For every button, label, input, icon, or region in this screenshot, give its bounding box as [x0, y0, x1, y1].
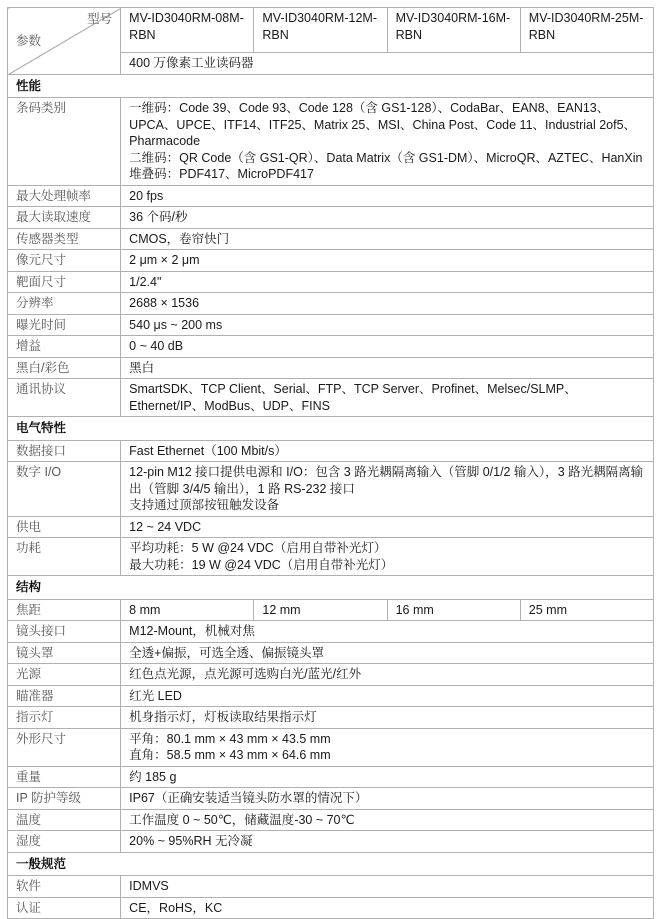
spec-label: 焦距 [8, 599, 121, 621]
spec-row [8, 228, 654, 250]
spec-label: 条码类别 [8, 98, 121, 186]
spec-row [8, 621, 654, 643]
spec-row [8, 831, 654, 853]
model-name-1: MV-ID3040RM-08M-RBN [121, 8, 254, 53]
product-subtitle: 400 万像素工业读码器 [121, 53, 654, 75]
spec-row [8, 809, 654, 831]
corner-cell [8, 8, 121, 75]
spec-label: 重量 [8, 766, 121, 788]
spec-label: 数字 I/O [8, 462, 121, 517]
spec-row [8, 766, 654, 788]
spec-label: 湿度 [8, 831, 121, 853]
model-name-3: MV-ID3040RM-16M-RBN [387, 8, 520, 53]
spec-label: 光源 [8, 664, 121, 686]
spec-label: 镜头罩 [8, 642, 121, 664]
spec-value: CE，RoHS，KC [121, 897, 654, 919]
spec-row [8, 314, 654, 336]
focal-length-1: 8 mm [121, 599, 254, 621]
spec-label: 通讯协议 [8, 379, 121, 417]
spec-value-line: 二维码：QR Code（含 GS1-QR）、Data Matrix（含 GS1-DM）、MicroQR、AZTEC、HanXin [129, 150, 643, 165]
spec-label: IP 防护等级 [8, 788, 121, 810]
spec-value: 全透+偏振，可选全透、偏振镜头罩 [121, 642, 654, 664]
spec-label: 瞄准器 [8, 685, 121, 707]
spec-row [8, 250, 654, 272]
spec-value: 1/2.4" [121, 271, 654, 293]
spec-row [8, 98, 654, 186]
spec-value: CMOS，卷帘快门 [121, 228, 654, 250]
model-name-4: MV-ID3040RM-25M-RBN [520, 8, 653, 53]
focal-length-3: 16 mm [387, 599, 520, 621]
section-header-row [8, 417, 654, 441]
spec-label: 指示灯 [8, 707, 121, 729]
spec-value-line: 支持通过顶部按钮触发设备 [129, 498, 280, 512]
spec-label: 曝光时间 [8, 314, 121, 336]
spec-row [8, 379, 654, 417]
spec-row [8, 728, 654, 766]
section-title-structure: 结构 [8, 576, 654, 600]
spec-row [8, 293, 654, 315]
spec-row [8, 788, 654, 810]
spec-row [8, 207, 654, 229]
spec-row [8, 897, 654, 919]
spec-value-line: 直角：58.5 mm × 43 mm × 64.6 mm [129, 748, 331, 762]
spec-row [8, 599, 654, 621]
spec-value: 0 ~ 40 dB [121, 336, 654, 358]
spec-row [8, 642, 654, 664]
spec-value: IDMVS [121, 876, 654, 898]
spec-value: Fast Ethernet（100 Mbit/s） [121, 440, 654, 462]
corner-label-param: 参数 [16, 34, 42, 48]
spec-value-line: 平角：80.1 mm × 43 mm × 43.5 mm [129, 731, 331, 746]
section-title-electrical: 电气特性 [8, 417, 654, 441]
spec-value [121, 538, 654, 576]
spec-label: 数据接口 [8, 440, 121, 462]
spec-row [8, 185, 654, 207]
spec-label: 靶面尺寸 [8, 271, 121, 293]
spec-label: 分辨率 [8, 293, 121, 315]
spec-value: 红光 LED [121, 685, 654, 707]
spec-value: 机身指示灯，灯板读取结果指示灯 [121, 707, 654, 729]
section-title-general: 一般规范 [8, 852, 654, 876]
spec-table [7, 7, 654, 919]
spec-value-line: 一维码：Code 39、Code 93、Code 128（含 GS1-128）、CodaBar、EAN8、EAN13、UPCA、UPCE、ITF14、ITF25、Matrix 25、MSI、China Post、Code 11、Industrial 2of5、Pharmacode [129, 101, 637, 148]
spec-value: 约 185 g [121, 766, 654, 788]
spec-label: 最大处理帧率 [8, 185, 121, 207]
spec-label: 认证 [8, 897, 121, 919]
section-header-row [8, 852, 654, 876]
spec-label: 最大读取速度 [8, 207, 121, 229]
spec-value [121, 98, 654, 186]
spec-row [8, 271, 654, 293]
section-header-row [8, 74, 654, 98]
section-title-performance: 性能 [8, 74, 654, 98]
spec-value: 黑白 [121, 357, 654, 379]
spec-row [8, 664, 654, 686]
spec-label: 功耗 [8, 538, 121, 576]
focal-length-4: 25 mm [520, 599, 653, 621]
spec-value: M12-Mount，机械对焦 [121, 621, 654, 643]
spec-row [8, 336, 654, 358]
spec-row [8, 440, 654, 462]
spec-label: 像元尺寸 [8, 250, 121, 272]
spec-label: 软件 [8, 876, 121, 898]
spec-label: 传感器类型 [8, 228, 121, 250]
spec-row [8, 707, 654, 729]
spec-label: 外形尺寸 [8, 728, 121, 766]
spec-value-line: 平均功耗：5 W @24 VDC（启用自带补光灯） [129, 541, 387, 555]
spec-label: 增益 [8, 336, 121, 358]
spec-value: 36 个码/秒 [121, 207, 654, 229]
spec-value: 2688 × 1536 [121, 293, 654, 315]
spec-row [8, 685, 654, 707]
spec-value: 20 fps [121, 185, 654, 207]
spec-value: 540 μs ~ 200 ms [121, 314, 654, 336]
spec-row [8, 462, 654, 517]
spec-value [121, 728, 654, 766]
spec-row [8, 357, 654, 379]
spec-value-line: 12-pin M12 接口提供电源和 I/O：包含 3 路光耦隔离输入（管脚 0/1/2 输入），3 路光耦隔离输出（管脚 3/4/5 输出），1 路 RS-232 接口 [129, 465, 644, 496]
section-header-row [8, 576, 654, 600]
table-header-row [8, 8, 654, 53]
spec-value: 12 ~ 24 VDC [121, 516, 654, 538]
spec-value: 红色点光源，点光源可选购白光/蓝光/红外 [121, 664, 654, 686]
spec-value [121, 462, 654, 517]
spec-row [8, 516, 654, 538]
model-name-2: MV-ID3040RM-12M-RBN [254, 8, 387, 53]
spec-label: 镜头接口 [8, 621, 121, 643]
corner-label-model: 型号 [87, 12, 113, 26]
spec-row [8, 538, 654, 576]
spec-value: IP67（正确安装适当镜头防水罩的情况下） [121, 788, 654, 810]
spec-label: 温度 [8, 809, 121, 831]
spec-value-line: 最大功耗：19 W @24 VDC（启用自带补光灯） [129, 557, 394, 572]
spec-value: SmartSDK、TCP Client、Serial、FTP、TCP Server、Profinet、Melsec/SLMP、Ethernet/IP、ModBus、UDP、FINS [121, 379, 654, 417]
spec-value-line: 堆叠码：PDF417、MicroPDF417 [129, 167, 314, 181]
spec-row [8, 876, 654, 898]
spec-value: 工作温度 0 ~ 50℃，储藏温度-30 ~ 70℃ [121, 809, 654, 831]
spec-value: 2 μm × 2 μm [121, 250, 654, 272]
spec-value: 20% ~ 95%RH 无冷凝 [121, 831, 654, 853]
spec-label: 供电 [8, 516, 121, 538]
spec-label: 黑白/彩色 [8, 357, 121, 379]
focal-length-2: 12 mm [254, 599, 387, 621]
